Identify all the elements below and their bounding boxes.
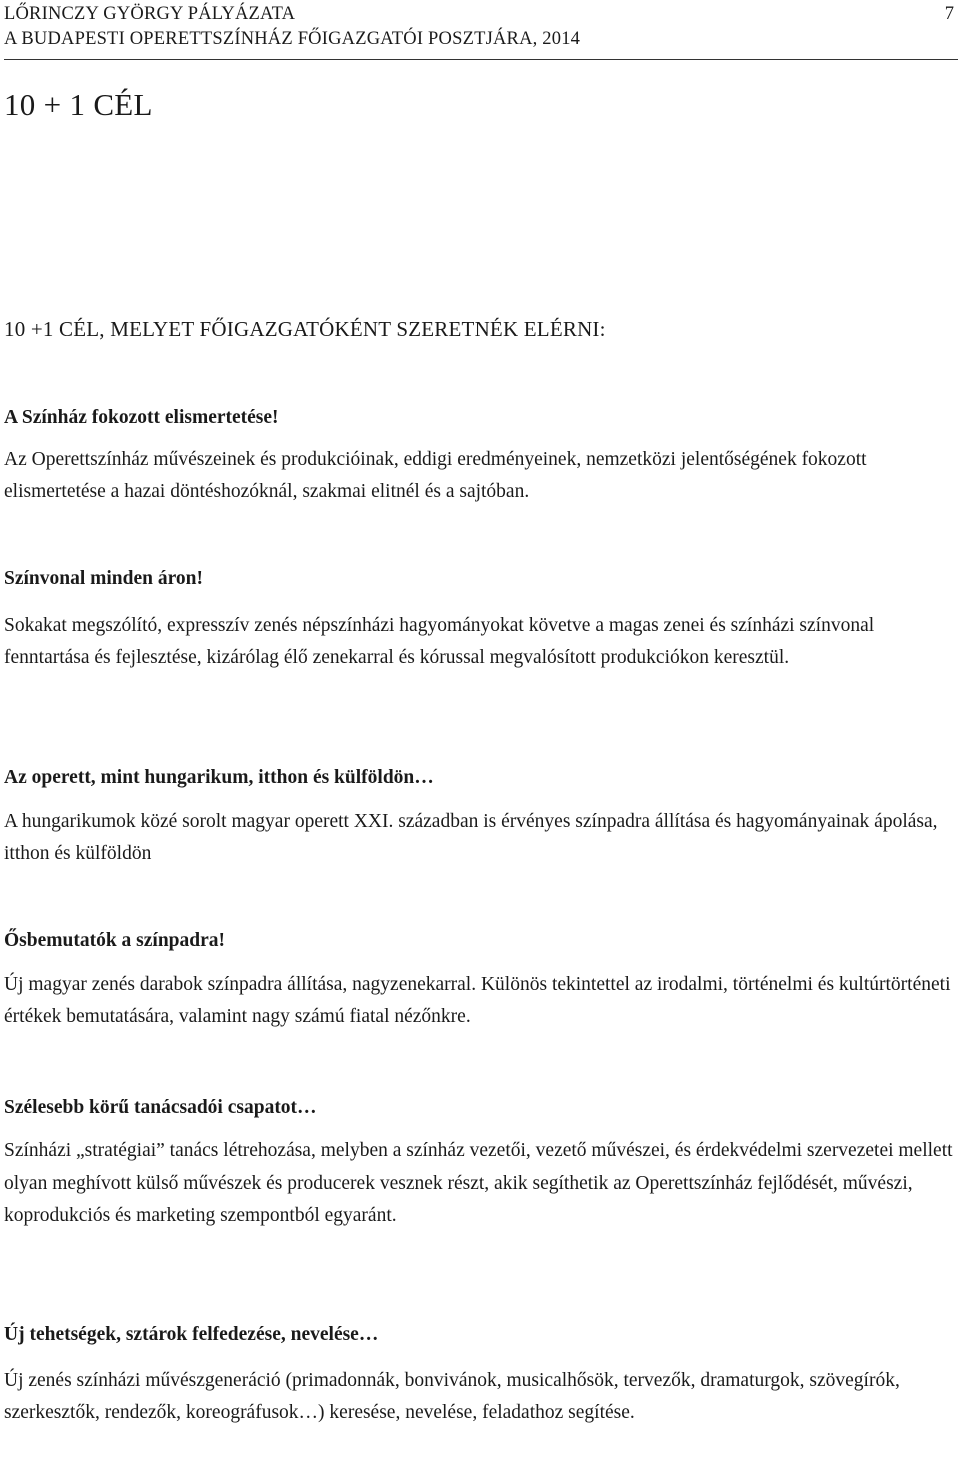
header-subtitle: A BUDAPESTI OPERETTSZÍNHÁZ FŐIGAZGATÓI POSZTJÁRA, 2014 bbox=[4, 29, 581, 49]
goal-title-hungaricum: Az operett, mint hungarikum, itthon és külföldön… bbox=[4, 767, 434, 788]
running-header bbox=[4, 0, 954, 62]
goal-title-advisory-team: Szélesebb körű tanácsadói csapatot… bbox=[4, 1097, 317, 1118]
header-divider bbox=[4, 59, 958, 60]
goal-title-recognition: A Színház fokozott elismertetése! bbox=[4, 407, 279, 428]
goal-body-advisory-team: Színházi „stratégiai” tanács létrehozása, melyben a színház vezetői, vezető művészei, és érdekvédelmi szervezetei mellett olyan meghívott külső művészek és producerek vesznek részt, akik segíthetik az Operettszínház fejlődését, művészi, koprodukciós és marketing szempontból egyaránt. bbox=[4, 1140, 953, 1226]
goal-body-premieres: Új magyar zenés darabok színpadra állítása, nagyzenekarral. Különös tekintettel az irodalmi, történelmi és kultúrtörténeti értékek bemutatására, valamint nagy számú fiatal nézőnkre. bbox=[4, 974, 951, 1027]
header-author: LŐRINCZY GYÖRGY PÁLYÁZATA bbox=[4, 4, 296, 24]
goal-title-new-talents: Új tehetségek, sztárok felfedezése, nevelése… bbox=[4, 1324, 379, 1345]
page-number: 7 bbox=[944, 4, 954, 24]
goal-body-recognition: Az Operettszínház művészeinek és produkcióinak, eddigi eredményeinek, nemzetközi jelentőségének fokozott elismertetése a hazai döntéshozóknál, szakmai elitnél és a sajtóban. bbox=[4, 449, 867, 503]
goal-body-new-talents: Új zenés színházi művészgeneráció (primadonnák, bonvivánok, musicalhősök, tervezők, dramaturgok, szövegírók, szerkesztők, rendezők, koreográfusok…) keresése, nevelése, feladathoz segítése. bbox=[4, 1370, 900, 1423]
goal-title-quality: Színvonal minden áron! bbox=[4, 568, 204, 589]
section-heading: 10 +1 CÉL, MELYET FŐIGAZGATÓKÉNT SZERETNÉK ELÉRNI: bbox=[4, 317, 606, 341]
goal-body-hungaricum: A hungarikumok közé sorolt magyar operett XXI. században is érvényes színpadra állítása és hagyományainak ápolása, itthon és külföldön bbox=[4, 811, 938, 864]
goal-body-quality: Sokakat megszólító, expresszív zenés népszínházi hagyományokat követve a magas zenei és színházi színvonal fenntartása és fejlesztése, kizárólag élő zenekarral és kórussal megvalósított produkciókon keresztül. bbox=[4, 615, 875, 669]
goal-title-premieres: Ősbemutatók a színpadra! bbox=[4, 930, 226, 951]
chapter-title: 10 + 1 CÉL bbox=[4, 87, 153, 122]
